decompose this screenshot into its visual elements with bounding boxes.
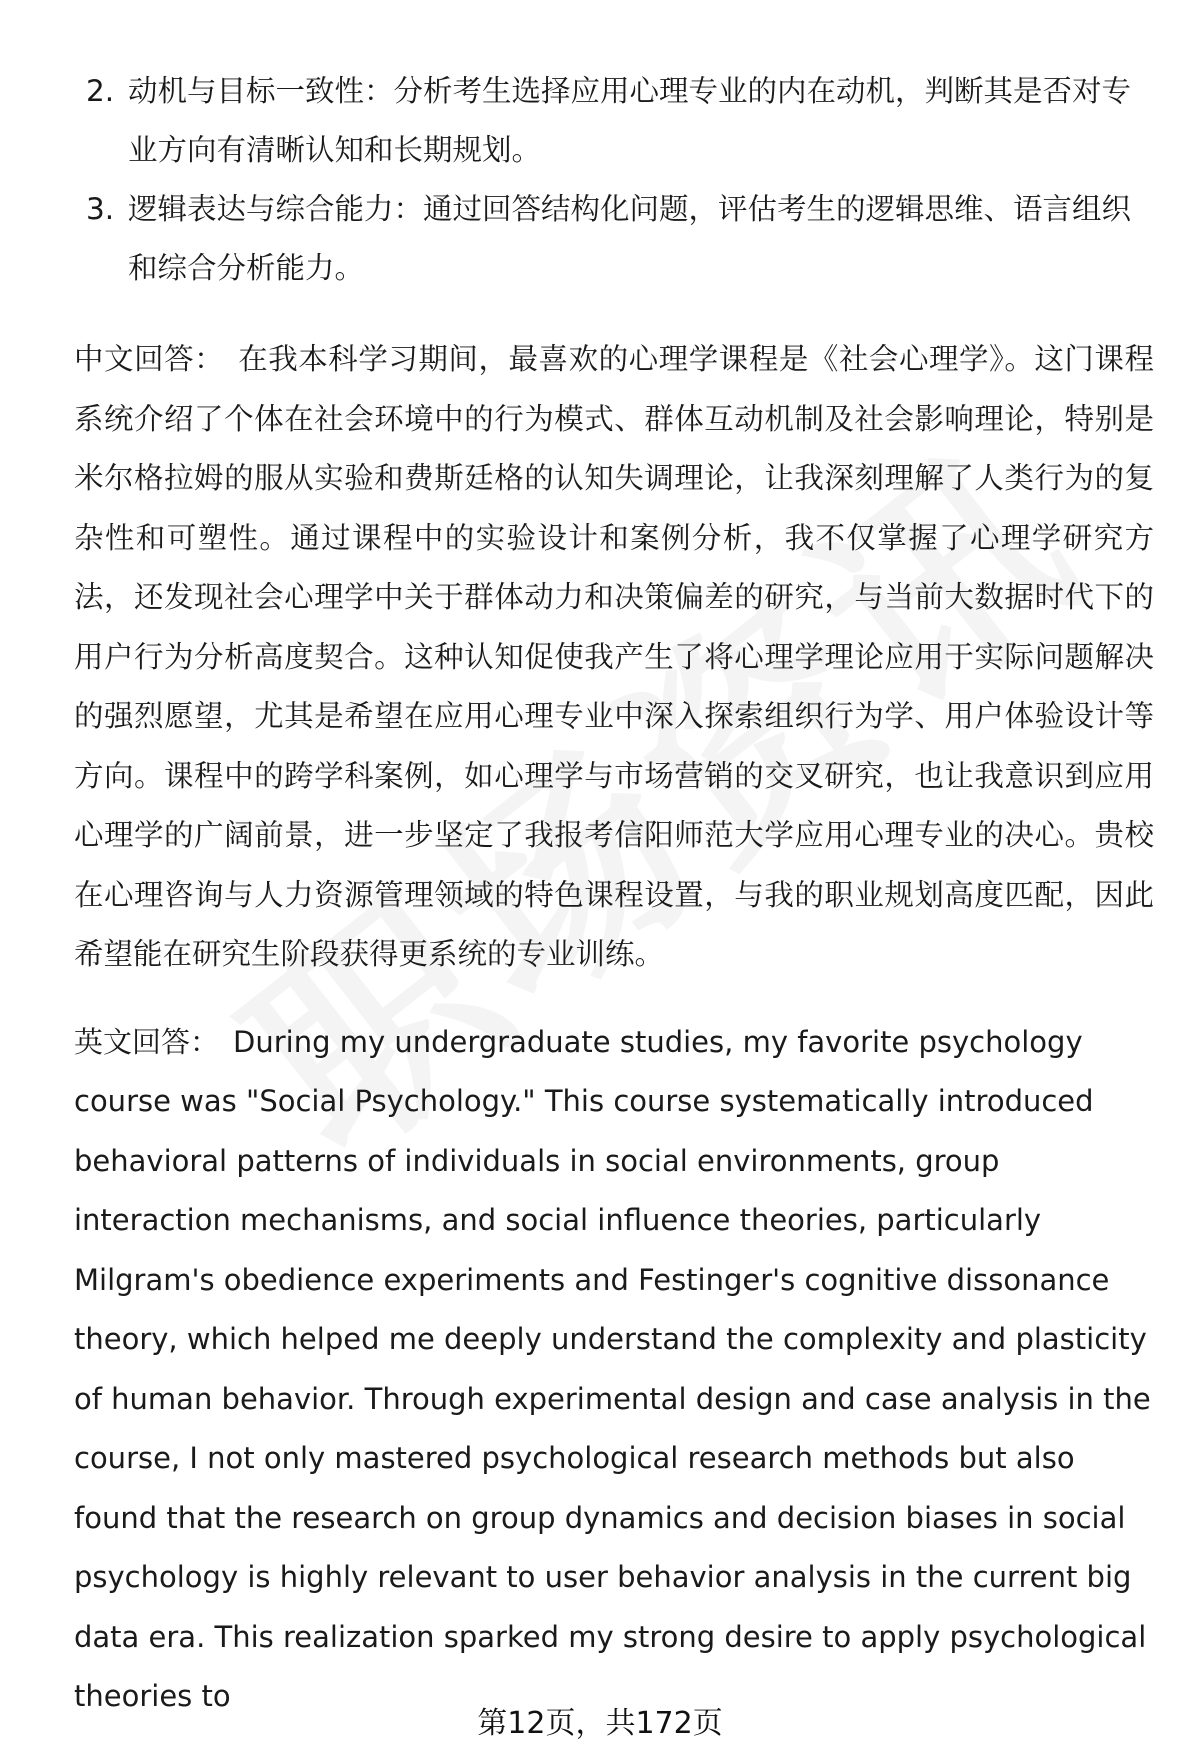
page-content	[74, 62, 1154, 1727]
list-item-number: 2.	[86, 74, 115, 108]
list-item-number: 3.	[86, 192, 115, 226]
list-item	[74, 180, 1154, 298]
chinese-answer-text: 在我本科学习期间，最喜欢的心理学课程是《社会心理学》。这门课程系统介绍了个体在社会环境中的行为模式、群体互动机制及社会影响理论，特别是米尔格拉姆的服从实验和费斯廷格的认知失调理论，让我深刻理解了人类行为的复杂性和可塑性。通过课程中的实验设计和案例分析，我不仅掌握了心理学研究方法，还发现社会心理学中关于群体动力和决策偏差的研究，与当前大数据时代下的用户行为分析高度契合。这种认知促使我产生了将心理学理论应用于实际问题解决的强烈愿望，尤其是希望在应用心理专业中深入探索组织行为学、用户体验设计等方向。课程中的跨学科案例，如心理学与市场营销的交叉研究，也让我意识到应用心理学的广阔前景，进一步坚定了我报考信阳师范大学应用心理专业的决心。贵校在心理咨询与人力资源管理领域的特色课程设置，与我的职业规划高度匹配，因此希望能在研究生阶段获得更系统的专业训练。	[74, 342, 1154, 971]
english-answer-paragraph	[74, 1013, 1154, 1727]
english-answer-text: During my undergraduate studies, my favorite psychology course was "Social Psychology." This course systematically introduced behavioral patterns of individuals in social environments, group interaction mechanisms, and social influence theories, particularly Milgram's obedience experiments and Festinger's cognitive dissonance theory, which helped me deeply understand the complexity and plasticity of human behavior. Through experimental design and case analysis in the course, I not only mastered psychological research methods but also found that the research on group dynamics and decision biases in social psychology is highly relevant to user behavior analysis in the current big data era. This realization sparked my strong desire to apply psychological theories to	[74, 1024, 1151, 1713]
list-item	[74, 62, 1154, 180]
chinese-answer-label: 中文回答：	[74, 342, 225, 376]
chinese-answer-paragraph	[74, 330, 1154, 985]
page-number: 第12页，共172页	[477, 1706, 723, 1741]
criteria-list	[74, 62, 1154, 298]
list-item-text: 逻辑表达与综合能力：通过回答结构化问题，评估考生的逻辑思维、语言组织和综合分析能力。	[128, 192, 1132, 285]
list-item-text: 动机与目标一致性：分析考生选择应用心理专业的内在动机，判断其是否对专业方向有清晰认知和长期规划。	[128, 74, 1132, 167]
english-answer-label: 英文回答：	[74, 1024, 220, 1059]
